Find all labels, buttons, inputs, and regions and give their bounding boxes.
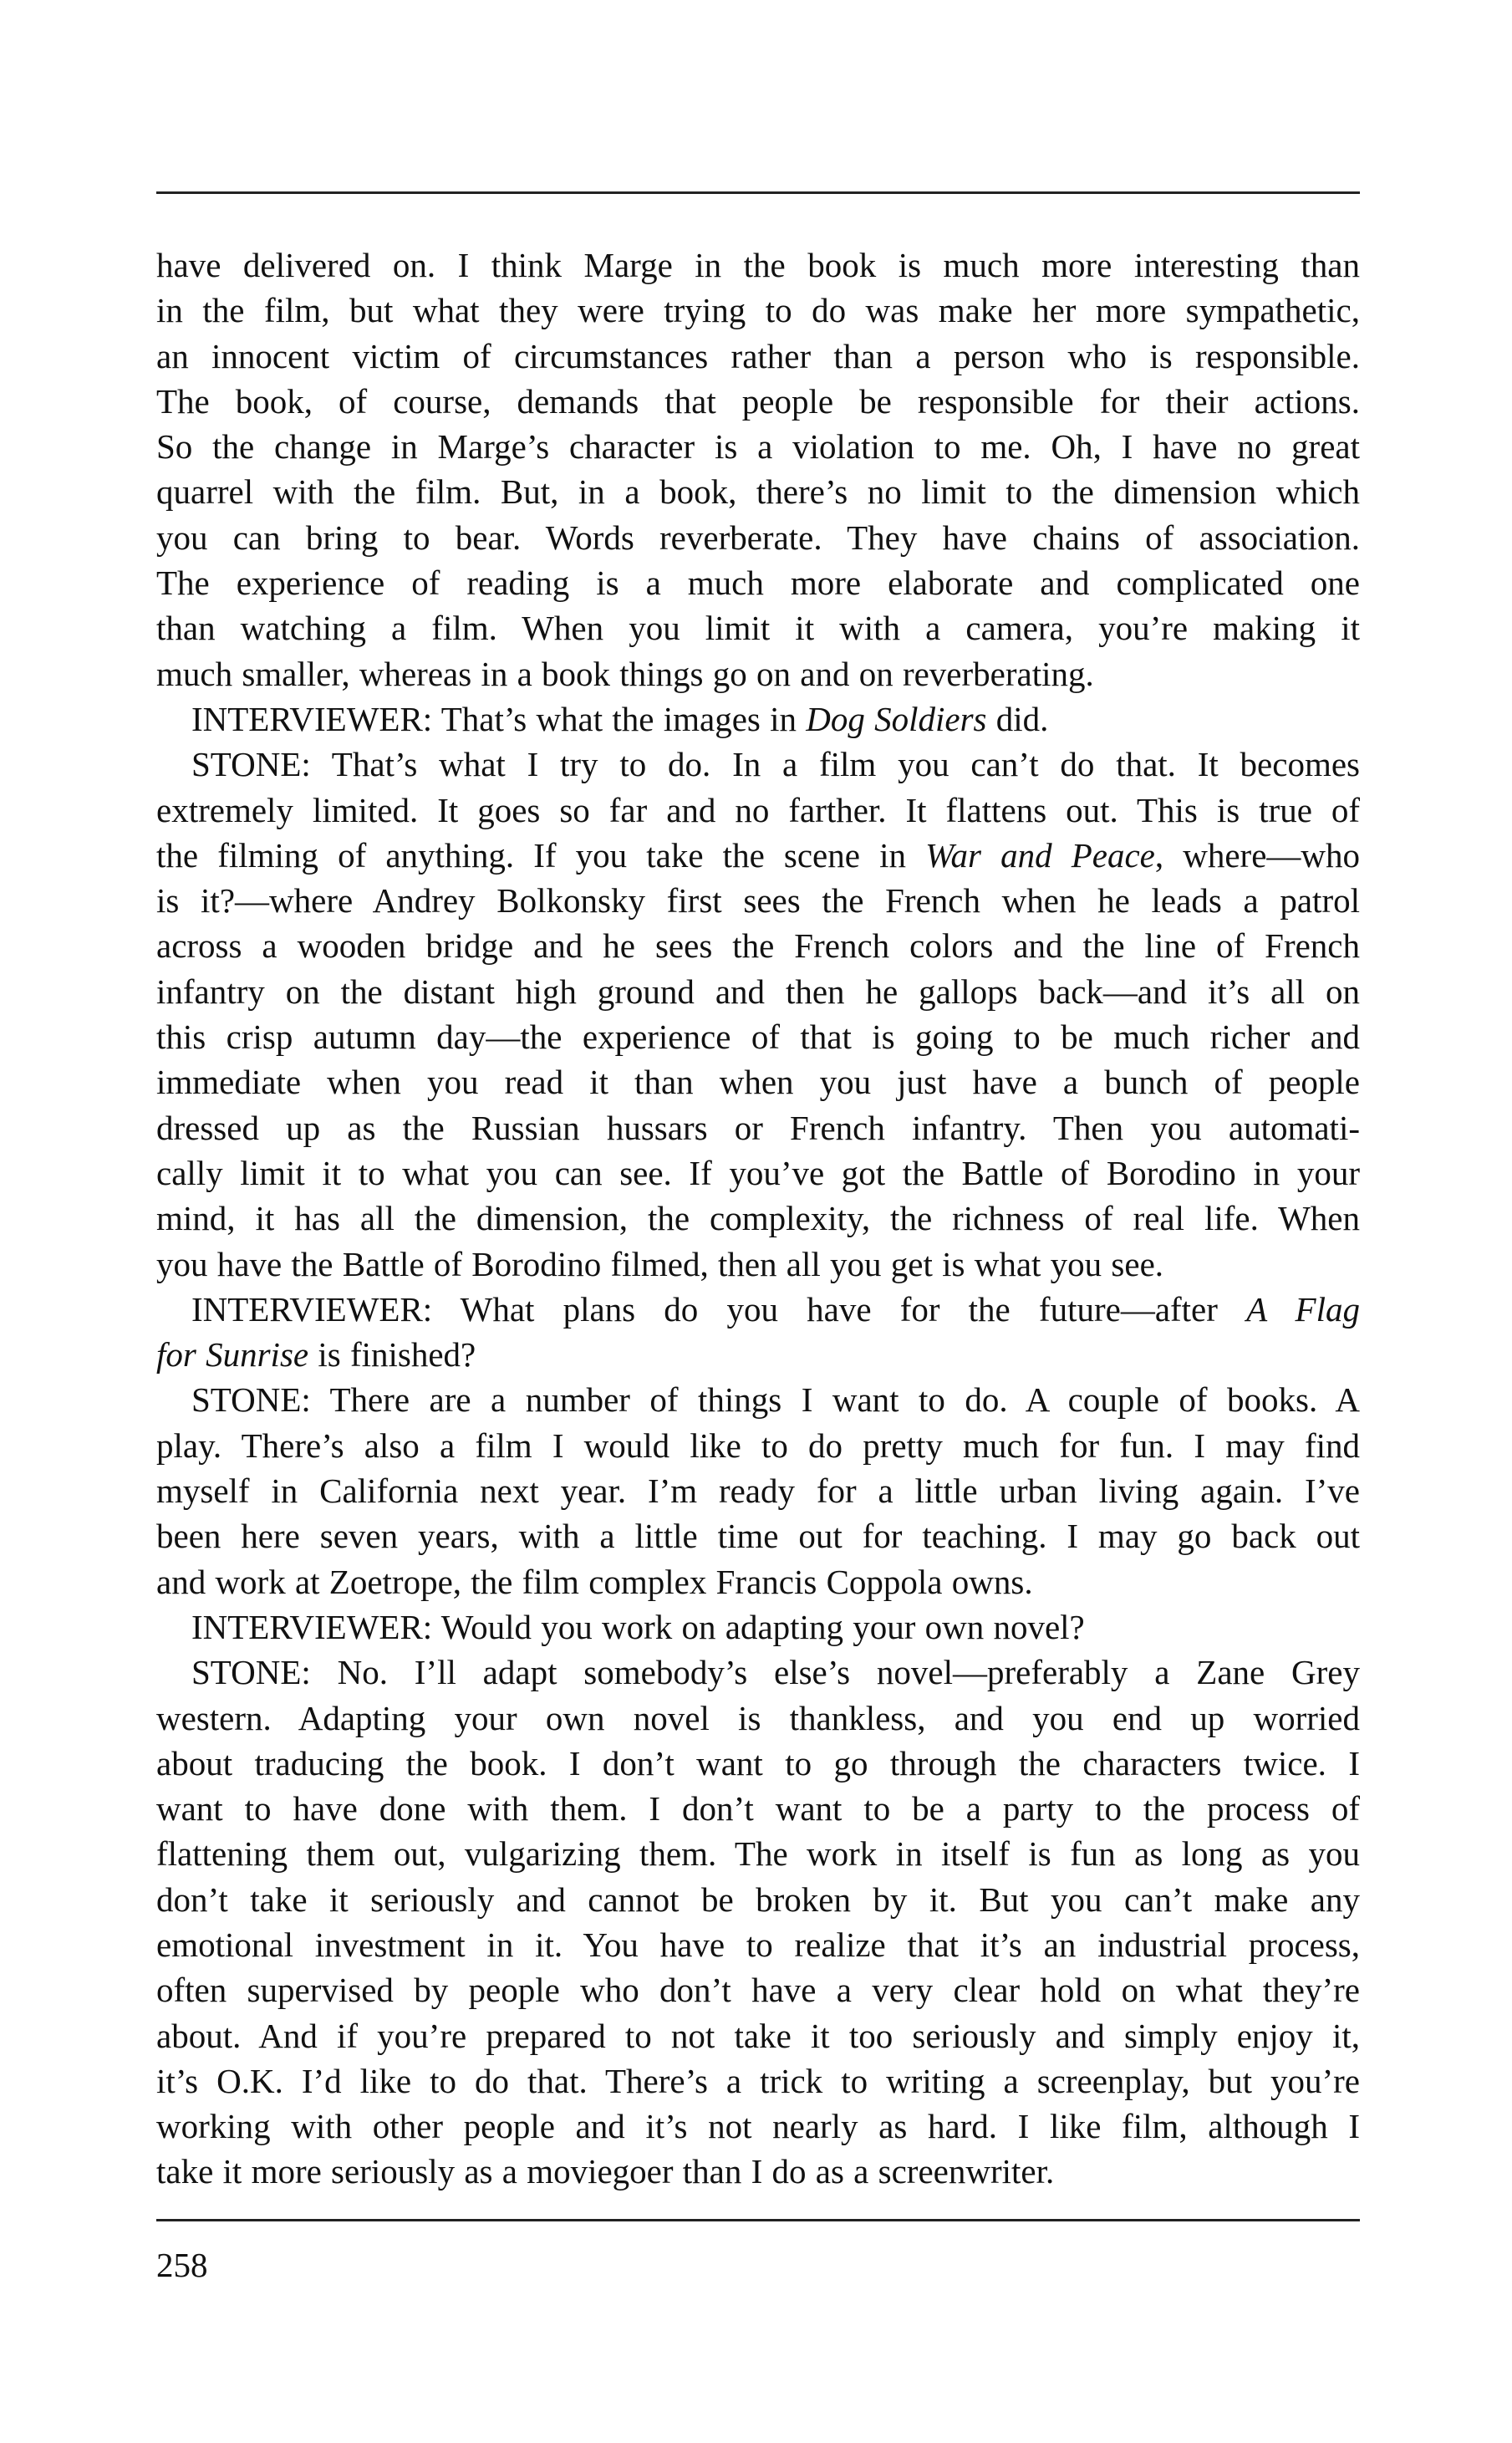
text-line: cally limit it to what you can see. If you’ve got the Battle of Borodino in your [156, 1153, 1360, 1192]
text-line: mind, it has all the dimension, the complexity, the richness of real life. When [156, 1199, 1360, 1238]
text-line: immediate when you read it than when you just have a bunch of people [156, 1063, 1360, 1102]
text-line: it’s O.K. I’d like to do that. There’s a trick to writing a screenplay, but you’re [156, 2061, 1360, 2100]
italic-title: War and Peace [925, 835, 1155, 875]
text-run: INTERVIEWER: What plans do you have for the future—after [191, 1289, 1247, 1329]
text-line [156, 833, 1360, 878]
italic-title: for Sunrise [156, 1335, 309, 1375]
text-line: working with other people and it’s not nearly as hard. I like film, although I [156, 2107, 1360, 2146]
page-number: 258 [156, 2246, 208, 2284]
text-line: have delivered on. I think Marge in the book is much more interesting than [156, 246, 1360, 284]
text-line: STONE: That’s what I try to do. In a film you can’t do that. It becomes [191, 745, 1360, 784]
text-line: than watching a film. When you limit it with a camera, you’re making it [156, 609, 1360, 648]
text-run: is finished? [308, 1335, 476, 1375]
text-line: INTERVIEWER: Would you work on adapting your own novel? [191, 1607, 1085, 1646]
text-line: this crisp autumn day—the experience of that is going to be much richer and [156, 1017, 1360, 1057]
text-line: extremely limited. It goes so far and no farther. It flattens out. This is true of [156, 790, 1360, 829]
text-line [156, 1287, 1360, 1332]
text-line: across a wooden bridge and he sees the French colors and the line of French [156, 926, 1360, 966]
text-line: myself in California next year. I’m ready for a little urban living again. I’ve [156, 1471, 1360, 1511]
text-line: been here seven years, with a little time out for teaching. I may go back out [156, 1517, 1360, 1556]
text-line: is it?—where Andrey Bolkonsky first sees the French when he leads a patrol [156, 881, 1360, 921]
text-line: often supervised by people who don’t have a very clear hold on what they’re [156, 1971, 1360, 2010]
bottom-rule [156, 2219, 1360, 2221]
text-line: about. And if you’re prepared to not take it too seriously and simply enjoy it, [156, 2016, 1360, 2055]
text-line: quarrel with the film. But, in a book, there’s no limit to the dimension which [156, 472, 1360, 512]
text-run: INTERVIEWER: That’s what the images in [191, 699, 807, 738]
text-run: did. [986, 699, 1049, 738]
text-line: and work at Zoetrope, the film complex Francis Coppola owns. [156, 1562, 1033, 1601]
body-text [156, 242, 1360, 2195]
text-line: So the change in Marge’s character is a violation to me. Oh, I have no great [156, 427, 1360, 467]
text-line: play. There’s also a film I would like to do pretty much for fun. I may find [156, 1426, 1360, 1465]
italic-title: Dog Soldiers [806, 699, 987, 738]
text-line: infantry on the distant high ground and then he gallops back—and it’s all on [156, 972, 1360, 1011]
text-line: in the film, but what they were trying to do was make her more sympathetic, [156, 291, 1360, 330]
text-line: an innocent victim of circumstances rather than a person who is responsible. [156, 336, 1360, 375]
text-line: flattening them out, vulgarizing them. The work in itself is fun as long as you [156, 1834, 1360, 1874]
text-line: want to have done with them. I don’t want to be a party to the process of [156, 1789, 1360, 1828]
text-line: dressed up as the Russian hussars or French infantry. Then you automati- [156, 1108, 1360, 1147]
text-run: , where—who [1154, 835, 1361, 875]
text-line: you have the Battle of Borodino filmed, then all you get is what you see. [156, 1244, 1164, 1283]
text-line [156, 1332, 1360, 1377]
text-line: The book, of course, demands that people be responsible for their actions. [156, 381, 1360, 421]
text-line: take it more seriously as a moviegoer than I do as a screenwriter. [156, 2152, 1055, 2191]
text-line: western. Adapting your own novel is thankless, and you end up worried [156, 1698, 1360, 1737]
text-line: The experience of reading is a much more elaborate and complicated one [156, 564, 1360, 603]
text-run: the filming of anything. If you take the scene in [156, 835, 926, 875]
text-line: you can bring to bear. Words reverberate. They have chains of association. [156, 518, 1360, 557]
text-line: STONE: No. I’ll adapt somebody’s else’s novel—preferably a Zane Grey [191, 1653, 1360, 1692]
text-line: much smaller, whereas in a book things go on and on reverberating. [156, 654, 1094, 693]
text-line: about traducing the book. I don’t want to go through the characters twice. I [156, 1743, 1360, 1783]
text-line: STONE: There are a number of things I want to do. A couple of books. A [191, 1380, 1360, 1420]
text-line: don’t take it seriously and cannot be broken by it. But you can’t make any [156, 1879, 1360, 1919]
top-rule [156, 191, 1360, 194]
text-line: emotional investment in it. You have to realize that it’s an industrial process, [156, 1925, 1360, 1964]
italic-title: A Flag [1246, 1289, 1360, 1329]
text-line [156, 696, 1360, 742]
